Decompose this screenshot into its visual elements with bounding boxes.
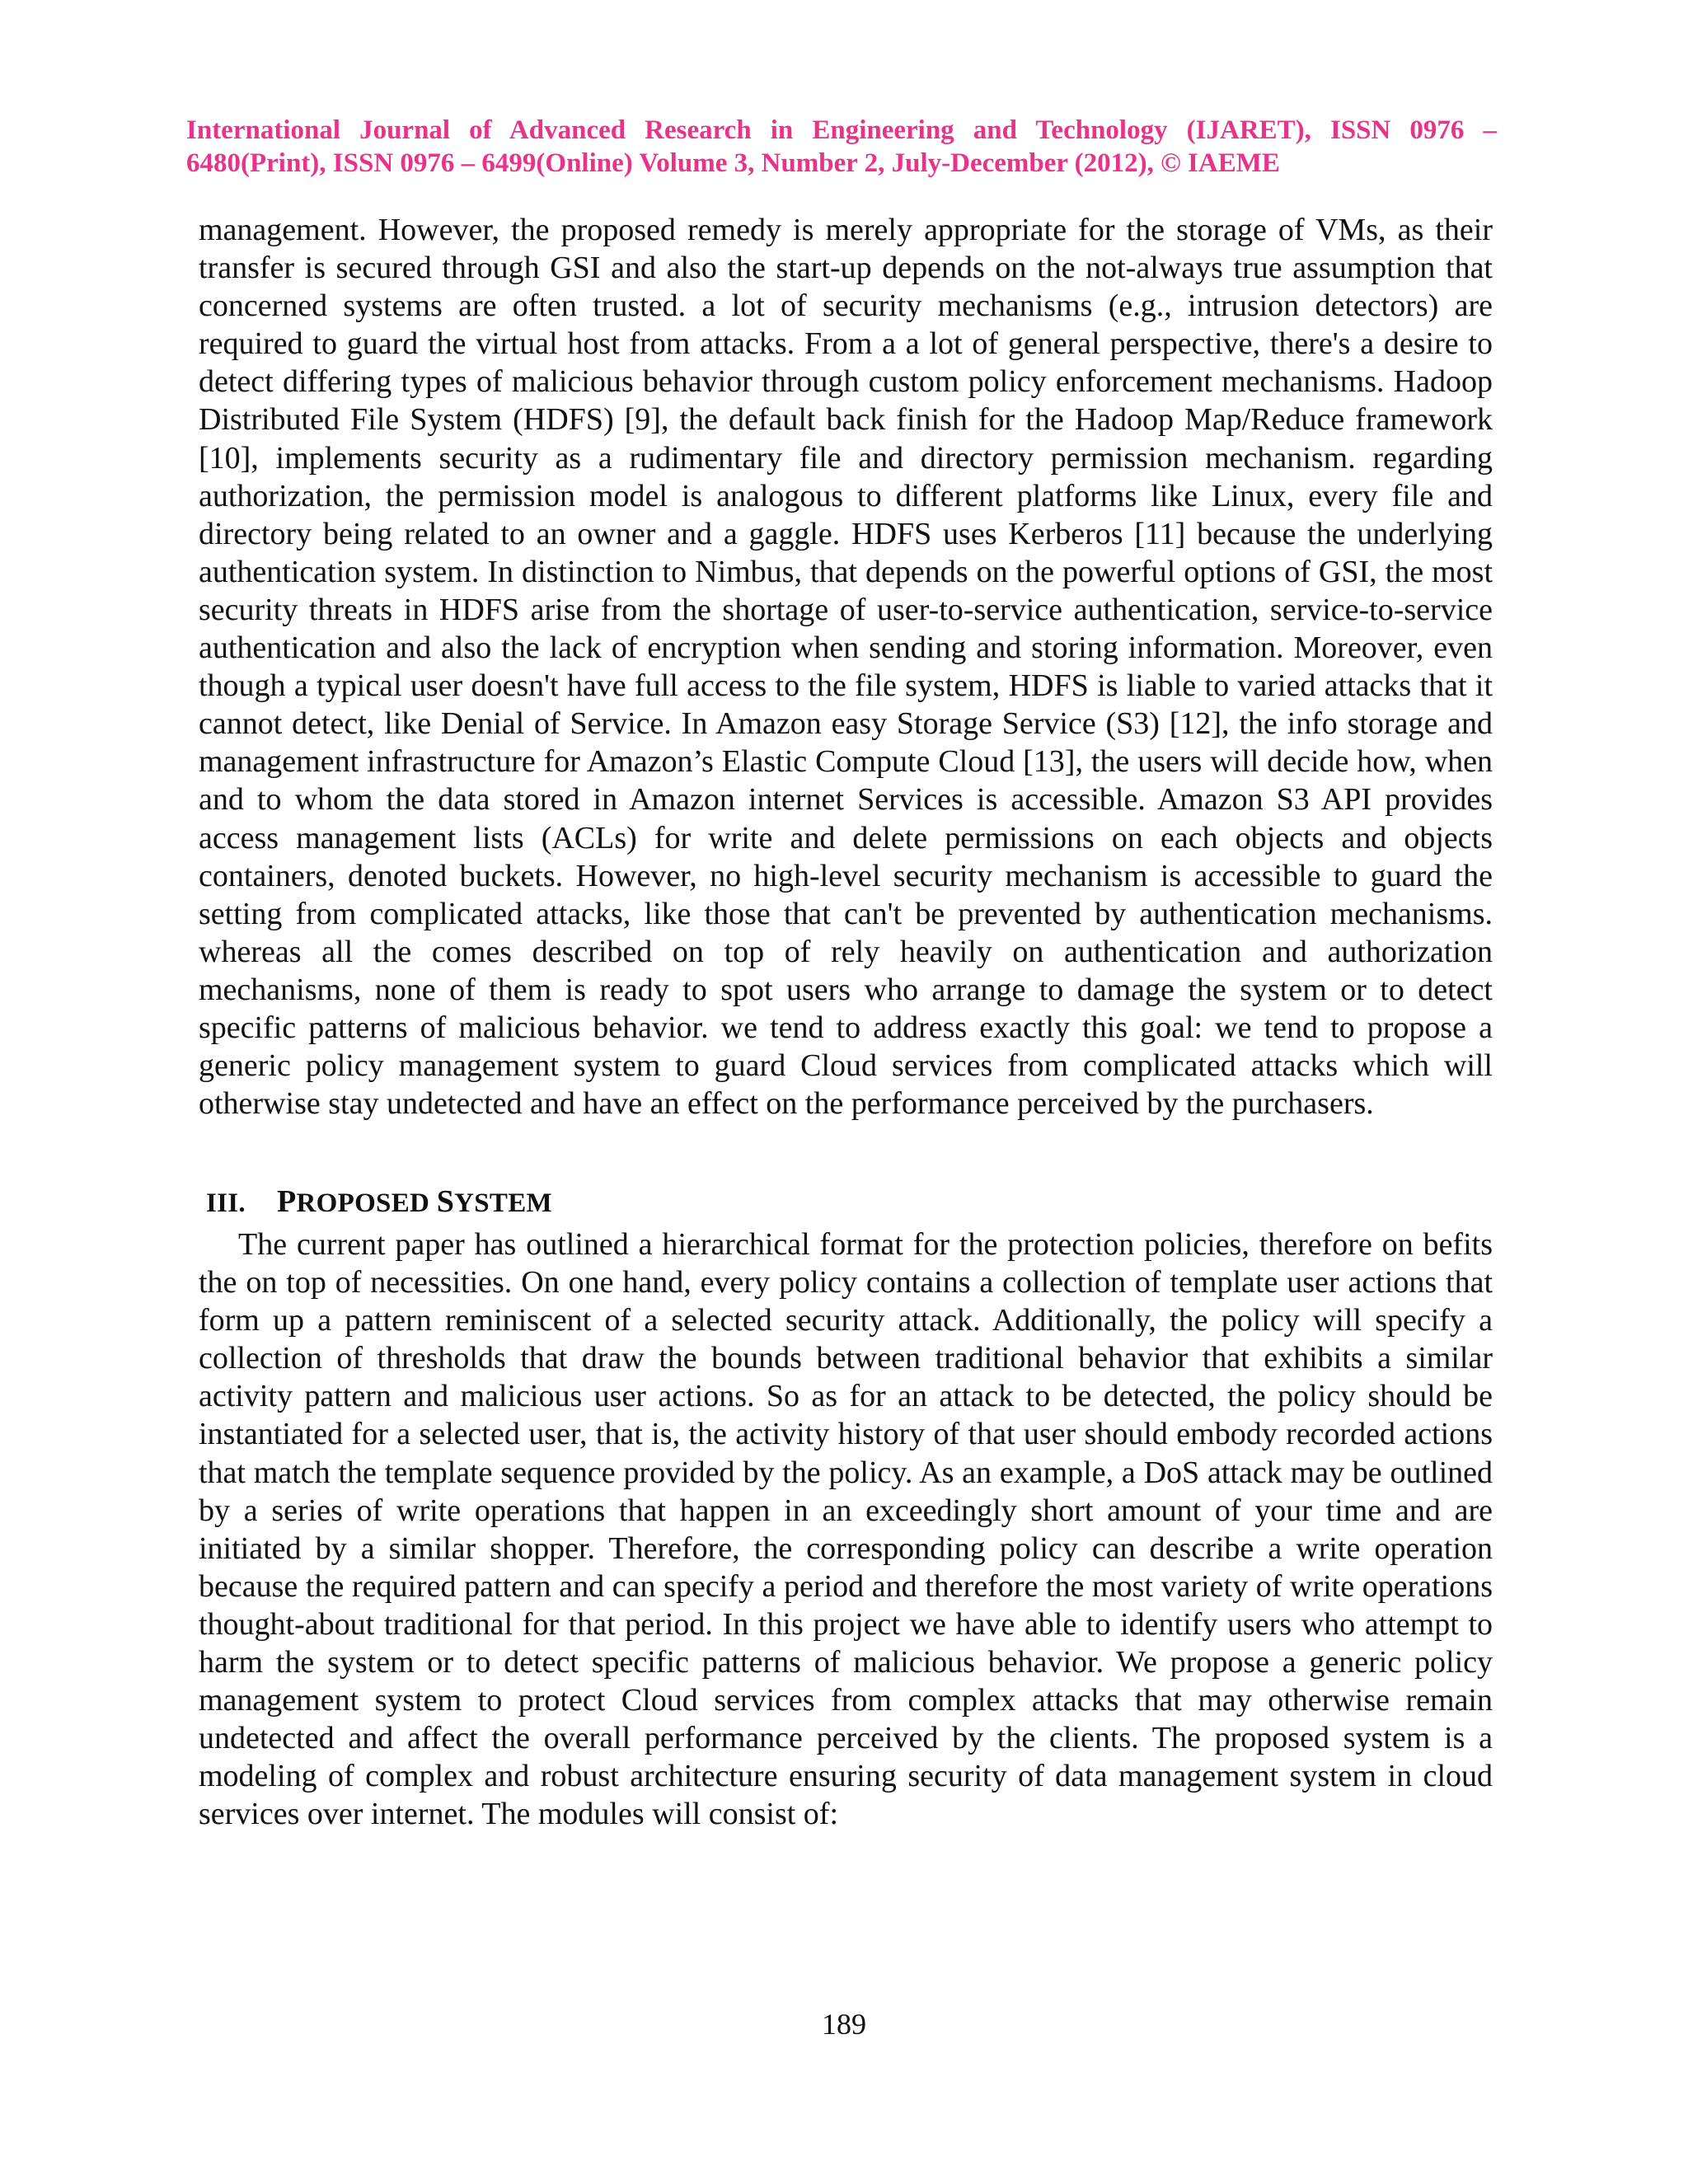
section-title-initial-p: P	[277, 1184, 297, 1219]
journal-header-line-1: International Journal of Advanced Research in Engineering and Technology (IJARET), ISSN 0976 –	[186, 115, 1497, 145]
section-number: III.	[206, 1188, 246, 1218]
section-heading	[206, 1185, 552, 1220]
section-title-rest-s: YSTEM	[454, 1188, 552, 1218]
section-title-initial-s: S	[436, 1184, 455, 1219]
journal-header-line-2: 6480(Print), ISSN 0976 – 6499(Online) Volume 3, Number 2, July-December (2012), © IAEME	[186, 148, 1280, 178]
section-title-rest-p: ROPOSED	[296, 1188, 430, 1218]
body-paragraph-1: management. However, the proposed remedy is merely appropriate for the storage of VMs, as their transfer is secured through GSI and also the start-up depends on the not-always true assumption that concerned systems are often trusted. a lot of security mechanisms (e.g., intrusion detectors) are required to guard the virtual host from attacks. From a a lot of general perspective, there's a desire to detect differing types of malicious behavior through custom policy enforcement mechanisms. Hadoop Distributed File System (HDFS) [9], the default back finish for the Hadoop Map/Reduce framework [10], implements security as a rudimentary file and directory permission mechanism. regarding authorization, the permission model is analogous to different platforms like Linux, every file and directory being related to an owner and a gaggle. HDFS uses Kerberos [11] because the underlying authentication system. In distinction to Nimbus, that depends on the powerful options of GSI, the most security threats in HDFS arise from the shortage of user-to-service authentication, service-to-service authentication and also the lack of encryption when sending and storing information. Moreover, even though a typical user doesn't have full access to the file system, HDFS is liable to varied attacks that it cannot detect, like Denial of Service. In Amazon easy Storage Service (S3) [12], the info storage and management infrastructure for Amazon’s Elastic Compute Cloud [13], the users will decide how, when and to whom the data stored in Amazon internet Services is accessible. Amazon S3 API provides access management lists (ACLs) for write and delete permissions on each objects and objects containers, denoted buckets. However, no high-level security mechanism is accessible to guard the setting from complicated attacks, like those that can't be prevented by authentication mechanisms. whereas all the comes described on top of rely heavily on authentication and authorization mechanisms, none of them is ready to spot users who arrange to damage the system or to detect specific patterns of malicious behavior. we tend to address exactly this goal: we tend to propose a generic policy management system to guard Cloud services from complicated attacks which will otherwise stay undetected and have an effect on the performance perceived by the purchasers.	[199, 213, 1493, 1122]
journal-header	[186, 114, 1497, 180]
body-paragraph-2: The current paper has outlined a hierarchical format for the protection policies, therefore on befits the on top of necessities. On one hand, every policy contains a collection of template user actions that form up a pattern reminiscent of a selected security attack. Additionally, the policy will specify a collection of thresholds that draw the bounds between traditional behavior that exhibits a similar activity pattern and malicious user actions. So as for an attack to be detected, the policy should be instantiated for a selected user, that is, the activity history of that user should embody recorded actions that match the template sequence provided by the policy. As an example, a DoS attack may be outlined by a series of write operations that happen in an exceedingly short amount of your time and are initiated by a similar shopper. Therefore, the corresponding policy can describe a write operation because the required pattern and can specify a period and therefore the most variety of write operations thought-about traditional for that period. In this project we have able to identify users who attempt to harm the system or to detect specific patterns of malicious behavior. We propose a generic policy management system to protect Cloud services from complex attacks that may otherwise remain undetected and affect the overall performance perceived by the clients. The proposed system is a modeling of complex and robust architecture ensuring security of data management system in cloud services over internet. The modules will consist of:	[199, 1227, 1493, 1832]
page-number: 189	[822, 2008, 866, 2041]
